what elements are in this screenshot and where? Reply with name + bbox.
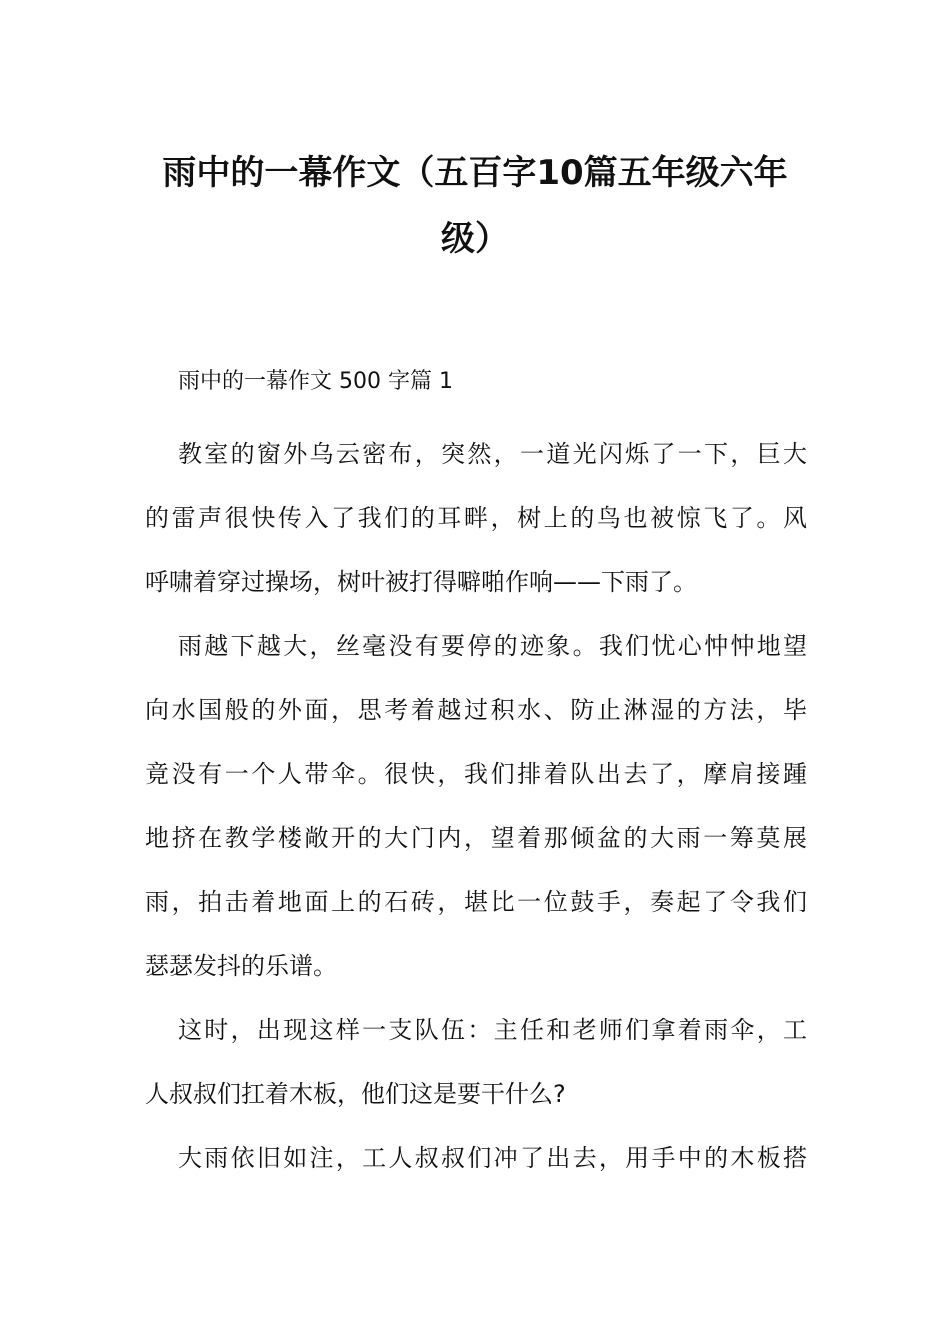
paragraph — [145, 614, 807, 998]
title-line: 级） — [441, 219, 509, 259]
title-line: 雨中的一幕作文（五百字10篇五年级六年 — [162, 153, 788, 193]
paragraph — [145, 998, 807, 1126]
paragraph — [145, 1126, 807, 1190]
text-line: 这时，出现这样一支队伍：主任和老师们拿着雨伞，工 — [178, 1016, 807, 1044]
text-line: 人叔叔们扛着木板，他们这是要干什么? — [145, 1080, 566, 1108]
text-line: 竟没有一个人带伞。很快，我们排着队出去了，摩肩接踵 — [145, 760, 807, 788]
paragraph — [145, 422, 807, 614]
text-line: 大雨依旧如注，工人叔叔们冲了出去，用手中的木板搭 — [178, 1144, 807, 1172]
text-line: 向水国般的外面，思考着越过积水、防止淋湿的方法，毕 — [145, 696, 807, 724]
section-heading: 雨中的一幕作文 500 字篇 1 — [178, 369, 453, 394]
essay-body — [145, 350, 807, 1190]
text-line: 教室的窗外乌云密布，突然，一道光闪烁了一下，巨大 — [178, 440, 807, 468]
text-line: 雨越下越大，丝毫没有要停的迹象。我们忧心忡忡地望 — [178, 632, 807, 660]
text-line: 的雷声很快传入了我们的耳畔，树上的鸟也被惊飞了。风 — [145, 504, 807, 532]
text-line: 瑟瑟发抖的乐谱。 — [145, 952, 337, 980]
page-title — [120, 140, 830, 272]
text-line: 地挤在教学楼敞开的大门内，望着那倾盆的大雨一筹莫展 — [145, 824, 807, 852]
text-line: 雨，拍击着地面上的石砖，堪比一位鼓手，奏起了令我们 — [145, 888, 807, 916]
text-line: 呼啸着穿过操场，树叶被打得噼啪作响——下雨了。 — [145, 568, 697, 596]
